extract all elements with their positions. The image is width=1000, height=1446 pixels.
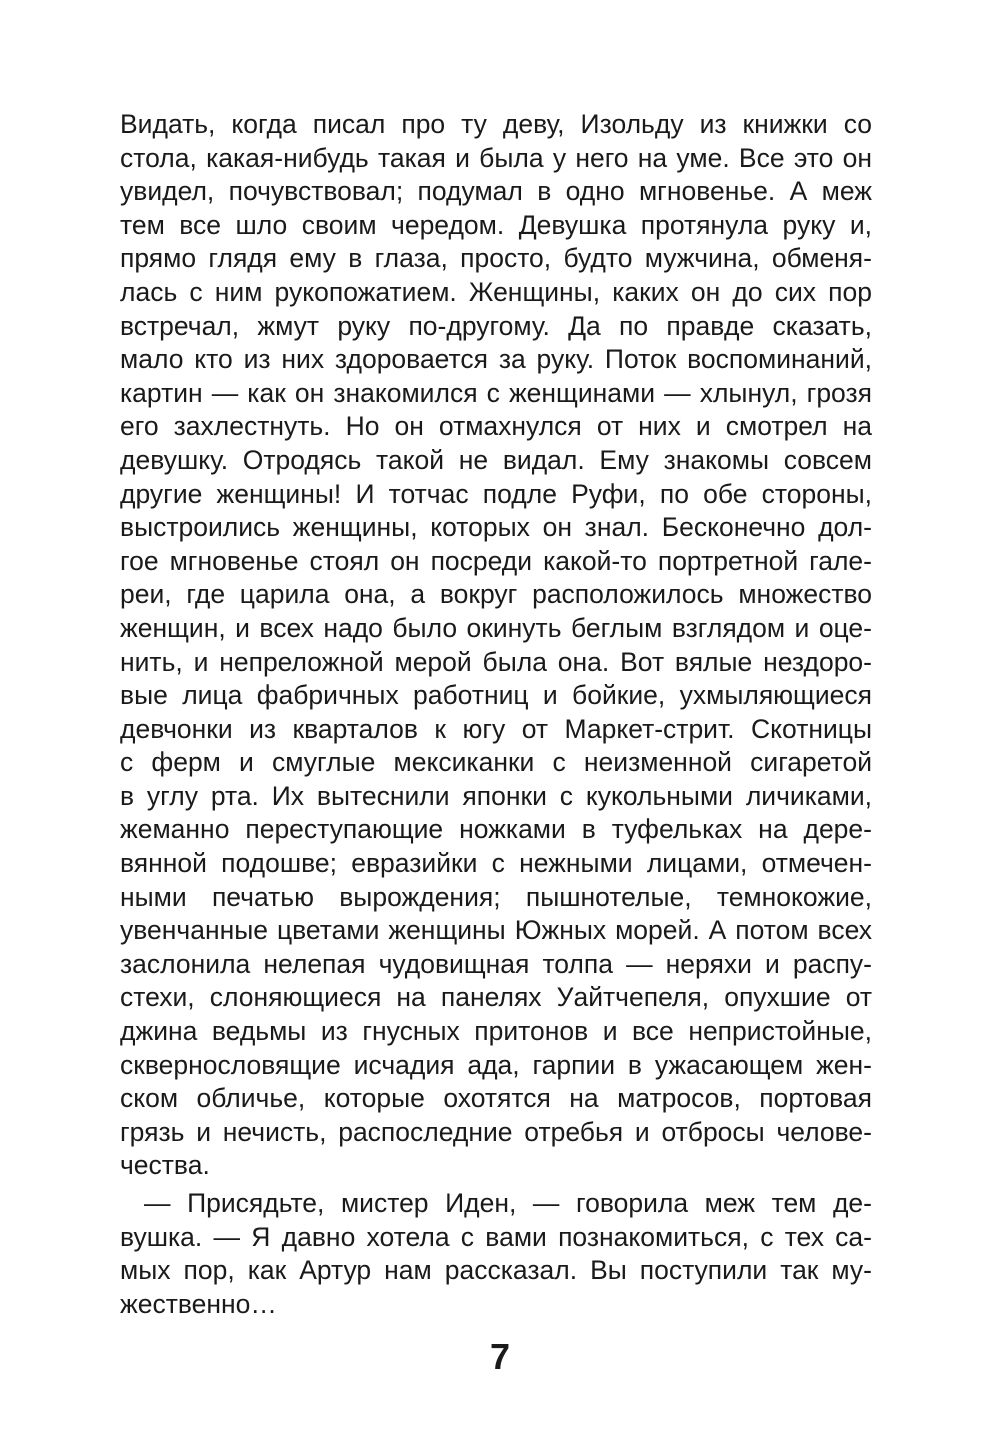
text-line: в углу рта. Их вытеснили японки с кукольными личиками,: [120, 780, 872, 811]
text-line: лась с ним рукопожатием. Женщины, каких он до сих пор: [120, 276, 872, 307]
text-line: грязь и нечисть, распоследние отребья и отбросы челове-: [120, 1116, 872, 1147]
text-line: вянной подошве; евразийки с нежными лицами, отмечен-: [120, 848, 872, 879]
text-line: джина ведьмы из гнусных притонов и все непристойные,: [120, 1016, 872, 1047]
text-line: встречал, жмут руку по-другому. Да по правде сказать,: [120, 310, 872, 341]
text-line: мых пор, как Артур нам рассказал. Вы поступили так му-: [120, 1255, 872, 1286]
text-line: женщин, и всех надо было окинуть беглым взглядом и оце-: [120, 612, 872, 643]
text-line: его захлестнуть. Но он отмахнулся от них и смотрел на: [120, 411, 872, 442]
text-line: вушка. — Я давно хотела с вами познакомиться, с тех са-: [120, 1221, 872, 1252]
text-line: ском обличье, которые охотятся на матросов, портовая: [120, 1083, 872, 1114]
text-line: картин — как он знакомился с женщинами — хлынул, грозя: [120, 377, 872, 408]
text-line: заслонила нелепая чудовищная толпа — неряхи и распу-: [120, 948, 872, 979]
text-line: мало кто из них здоровается за руку. Поток воспоминаний,: [120, 344, 872, 375]
text-line: реи, где царила она, а вокруг расположилось множество: [120, 579, 872, 610]
text-line: вые лица фабричных работниц и бойкие, ухмыляющиеся: [120, 680, 872, 711]
text-line: увидел, почувствовал; подумал в одно мгновенье. А меж: [120, 176, 872, 207]
text-line: гое мгновенье стоял он посреди какой-то портретной гале-: [120, 545, 872, 576]
page-number: 7: [489, 1336, 511, 1377]
text-line: с ферм и смуглые мексиканки с неизменной сигаретой: [120, 747, 872, 778]
text-line: чества.: [120, 1150, 210, 1181]
text-line: стола, какая-нибудь такая и была у него на уме. Все это он: [120, 142, 872, 173]
text-line: нить, и непреложной мерой была она. Вот вялые нездоро-: [120, 646, 872, 677]
text-line: — Присядьте, мистер Иден, — говорила меж тем де-: [144, 1188, 872, 1218]
text-line: увенчанные цветами женщины Южных морей. А потом всех: [120, 915, 872, 946]
text-line: жеманно переступающие ножками в туфельках на дере-: [120, 814, 872, 845]
text-line: прямо глядя ему в глаза, просто, будто мужчина, обменя-: [120, 243, 872, 274]
text-line: Видать, когда писал про ту деву, Изольду из книжки со: [120, 109, 872, 139]
body-text: [120, 108, 872, 1321]
text-line: девушку. Отродясь такой не видал. Ему знакомы совсем: [120, 444, 872, 475]
text-line: стехи, слоняющиеся на панелях Уайтчепеля, опухшие от: [120, 982, 872, 1013]
text-line: жественно…: [120, 1288, 277, 1319]
text-line: тем все шло своим чередом. Девушка протянула руку и,: [120, 209, 872, 240]
text-line: выстроились женщины, которых он знал. Бесконечно дол-: [120, 512, 872, 543]
text-line: девчонки из кварталов к югу от Маркет-стрит. Скотницы: [120, 713, 872, 744]
text-line: ными печатью вырождения; пышнотелые, темнокожие,: [120, 881, 872, 912]
text-line: сквернословящие исчадия ада, гарпии в ужасающем жен-: [120, 1049, 872, 1080]
text-line: другие женщины! И тотчас подле Руфи, по обе стороны,: [120, 478, 872, 509]
